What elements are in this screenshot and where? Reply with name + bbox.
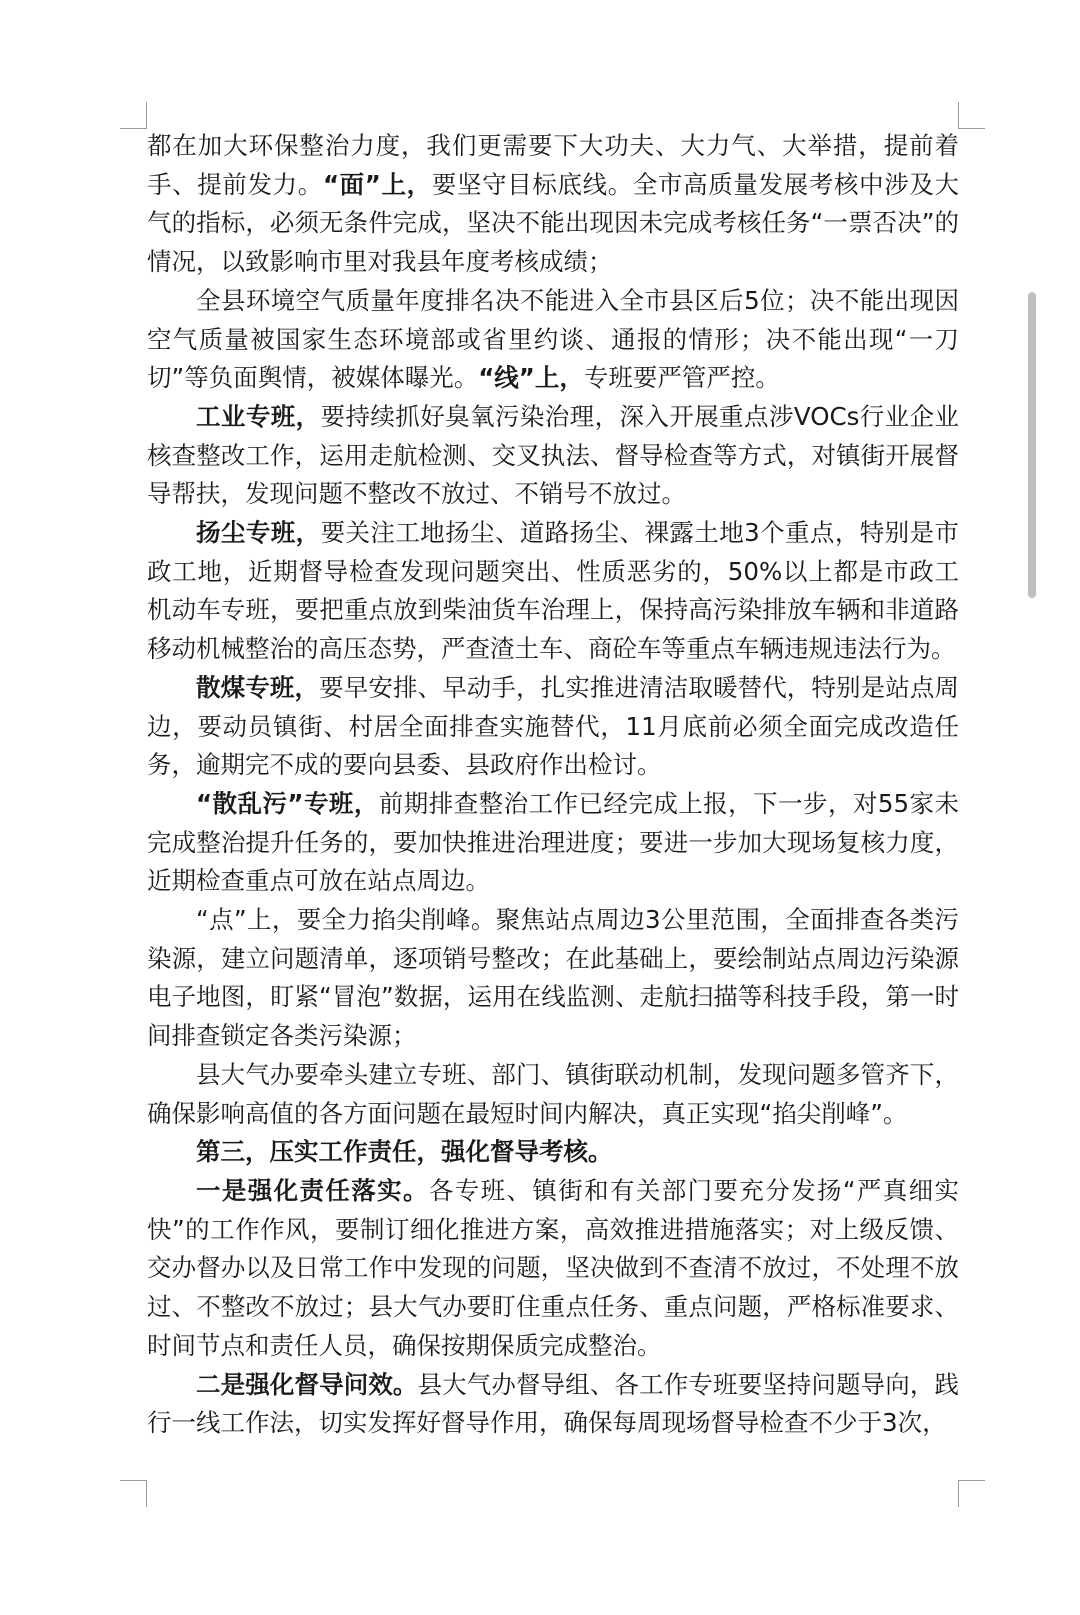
text-run: 各专班、镇街和有关部门要充分发扬“严真细实快”的工作作风，要制订细化推进方案，高效推进措施落实；对上级反馈、交办督办以及日常工作中发现的问题，坚决做到不查清不放过，不处理不放过、不整改不放过；县大气办要盯住重点任务、重点问题，严格标准要求、时间节点和责任人员，确保按期保质完成整治。 [147, 1175, 959, 1360]
bold-text-run: “线”上， [478, 363, 584, 393]
paragraph [147, 127, 959, 282]
paragraph [147, 398, 959, 514]
page-corner-mark-bottom-left [120, 1480, 147, 1507]
text-run: 前期排查整治工作已经完成上报，下一步，对55家未完成整治提升任务的，要加快推进治理进度；要进一步加大现场复核力度，近期检查重点可放在站点周边。 [147, 788, 959, 896]
text-run: 要早安排、早动手，扎实推进清洁取暖替代，特别是站点周边，要动员镇街、村居全面排查实施替代，11月底前必须全面完成改造任务，逾期完不成的要向县委、县政府作出检讨。 [147, 672, 960, 780]
bold-text-run: 一是强化责任落实。 [196, 1175, 429, 1205]
paragraph [147, 785, 959, 901]
text-run: 要持续抓好臭氧污染治理，深入开展重点涉VOCs行业企业核查整改工作，运用走航检测、交叉执法、督导检查等方式，对镇街开展督导帮扶，发现问题不整改不放过、不销号不放过。 [147, 401, 960, 509]
text-run: 要坚守目标底线。全市高质量发展考核中涉及大气的指标，必须无条件完成，坚决不能出现因未完成考核任务“一票否决”的情况，以致影响市里对我县年度考核成绩； [147, 169, 959, 277]
document-body [147, 127, 959, 1443]
text-run: 县大气办督导组、各工作专班要坚持问题导向，践行一线工作法，切实发挥好督导作用，确保每周现场督导检查不少于3次， [147, 1369, 960, 1438]
paragraph [147, 1172, 959, 1366]
paragraph [147, 282, 959, 398]
text-run: 要关注工地扬尘、道路扬尘、裸露土地3个重点，特别是市政工地，近期督导检查发现问题突出、性质恶劣的，50%以上都是市政工机动车专班，要把重点放到柴油货车治理上，保持高污染排放车辆和非道路移动机械整治的高压态势，严查渣土车、商砼车等重点车辆违规违法行为。 [147, 518, 960, 664]
bold-text-run: “散乱污”专班， [196, 788, 379, 818]
paragraph [147, 901, 959, 1056]
bold-text-run: 散煤专班， [196, 672, 320, 702]
paragraph [147, 514, 959, 669]
bold-text-run: 二是强化督导问效。 [196, 1369, 418, 1399]
paragraph [147, 1056, 959, 1133]
text-run: 县大气办要牵头建立专班、部门、镇街联动机制，发现问题多管齐下，确保影响高值的各方面问题在最短时间内解决，真正实现“掐尖削峰”。 [147, 1059, 959, 1128]
paragraph [147, 1366, 959, 1443]
paragraph [147, 1133, 959, 1172]
page-corner-mark-top-right [958, 102, 985, 129]
bold-text-run: 第三，压实工作责任，强化督导考核。 [196, 1137, 613, 1167]
text-run: “点”上，要全力掐尖削峰。聚焦站点周边3公里范围，全面排查各类污染源，建立问题清单，逐项销号整改；在此基础上，要绘制站点周边污染源电子地图，盯紧“冒泡”数据，运用在线监测、走航扫描等科技手段，第一时间排查锁定各类污染源； [147, 905, 959, 1051]
vertical-scrollbar[interactable] [1028, 292, 1036, 598]
text-run: 全县环境空气质量年度排名决不能进入全市县区后5位；决不能出现因空气质量被国家生态环境部或省里约谈、通报的情形；决不能出现“一刀切”等负面舆情，被媒体曝光。 [147, 285, 959, 393]
page-corner-mark-bottom-right [958, 1480, 985, 1507]
bold-text-run: 工业专班， [196, 401, 321, 431]
page-corner-mark-top-left [120, 102, 147, 129]
text-run: 专班要严管严控。 [583, 363, 780, 393]
paragraph [147, 669, 959, 785]
text-run: 都在加大环保整治力度，我们更需要下大功夫、大力气、大举措，提前着手、提前发力。 [147, 131, 959, 199]
bold-text-run: “面”上， [322, 169, 432, 199]
bold-text-run: 扬尘专班， [196, 518, 321, 548]
